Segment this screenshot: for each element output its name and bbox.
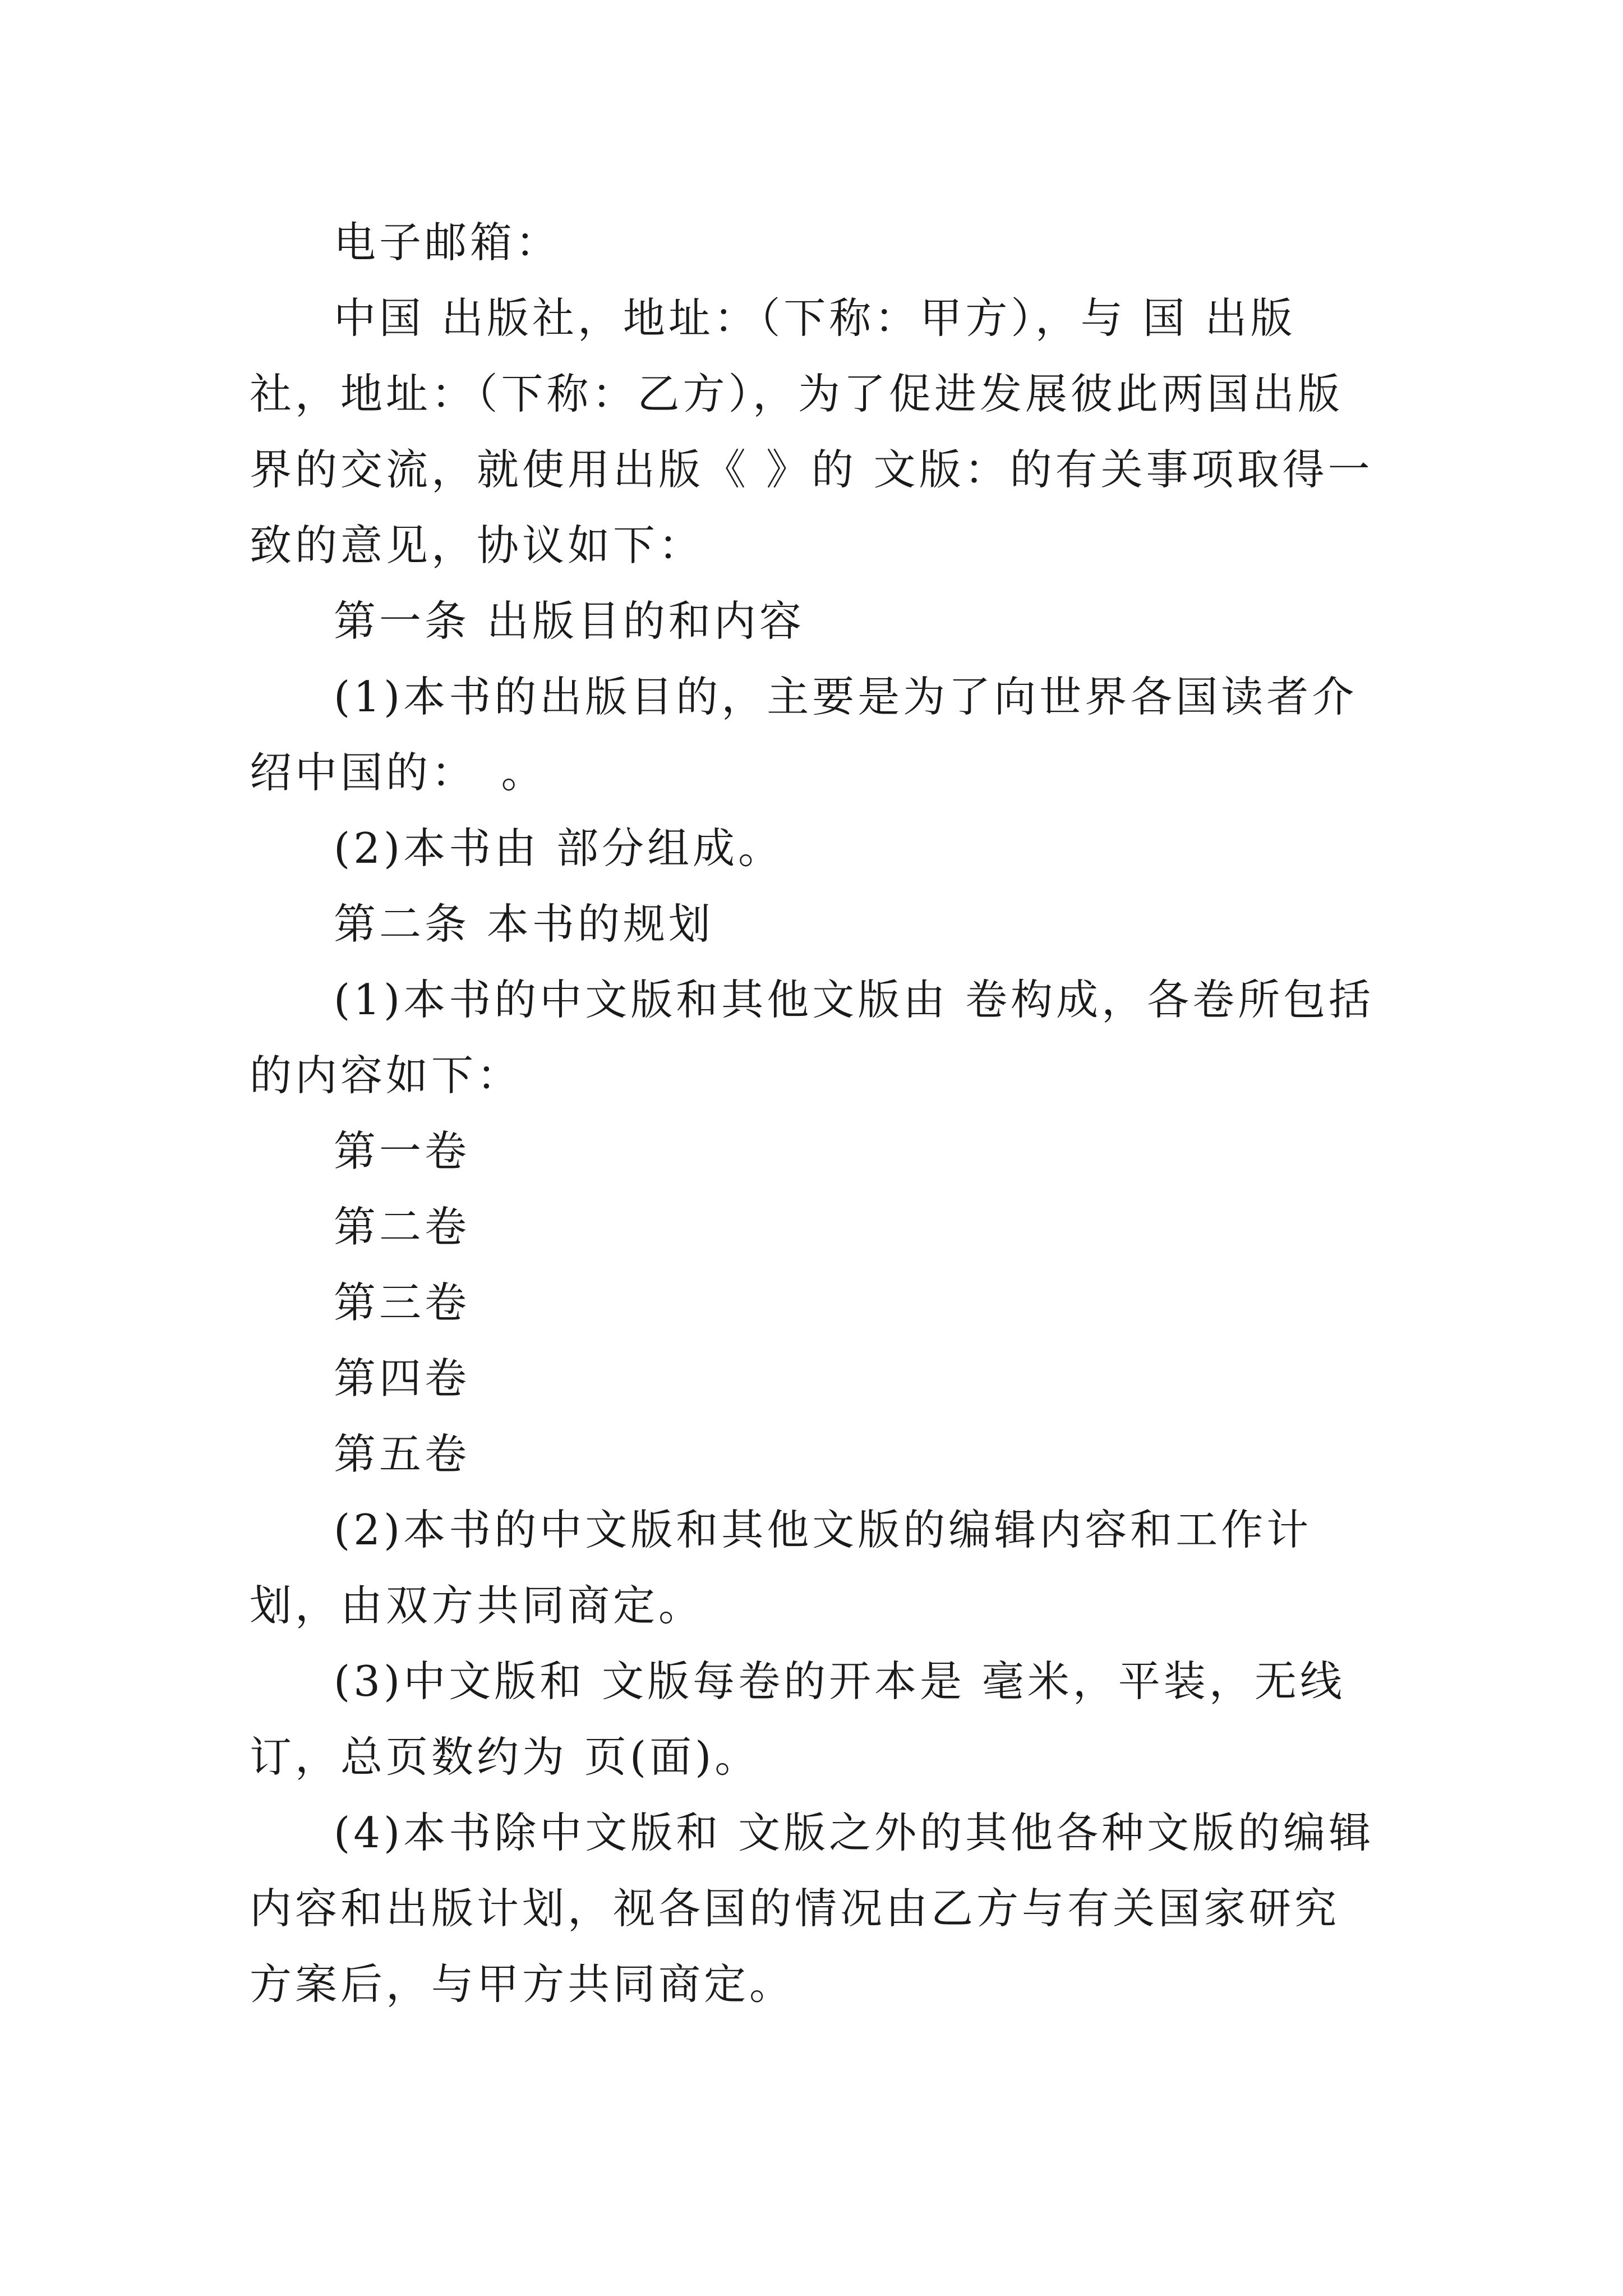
article-1-clause-2: (2)本书由 部分组成。 — [334, 823, 784, 873]
article-1-clause-1: (1)本书的出版目的，主要是为了向世界各国读者介绍中国的： 。 — [250, 672, 1358, 797]
volume-2: 第二卷 — [334, 1202, 471, 1251]
volume-5: 第五卷 — [334, 1429, 471, 1479]
article-2-clause-3: (3)中文版和 文版每卷的开本是 毫米，平装，无线订，总页数约为 页(面)。 — [250, 1657, 1345, 1782]
article-2-clause-2: (2)本书的中文版和其他文版的编辑内容和工作计划，由双方共同商定。 — [250, 1505, 1312, 1630]
article-2-clause-4: (4)本书除中文版和 文版之外的其他各种文版的编辑内容和出版计划，视各国的情况由乙方与有关国家研究方案后，与甲方共同商定。 — [250, 1808, 1375, 2009]
volume-1: 第一卷 — [334, 1126, 471, 1176]
agreement-preamble: 中国 出版社，地址：（下称：甲方），与 国 出版社，地址：（下称：乙方），为了促进发展彼此两国出版界的交流，就使用出版《 》的 文版：的有关事项取得一致的意见，协议如下： — [250, 293, 1373, 570]
article-2-heading: 第二条 本书的规划 — [334, 899, 714, 949]
volume-3: 第三卷 — [334, 1278, 471, 1327]
email-label: 电子邮箱： — [334, 218, 561, 267]
article-1-heading: 第一条 出版目的和内容 — [334, 596, 805, 646]
article-2-clause-1: (1)本书的中文版和其他文版由 卷构成，各卷所包括的内容如下： — [250, 975, 1375, 1100]
document-body — [250, 205, 1377, 2022]
volume-4: 第四卷 — [334, 1354, 471, 1403]
